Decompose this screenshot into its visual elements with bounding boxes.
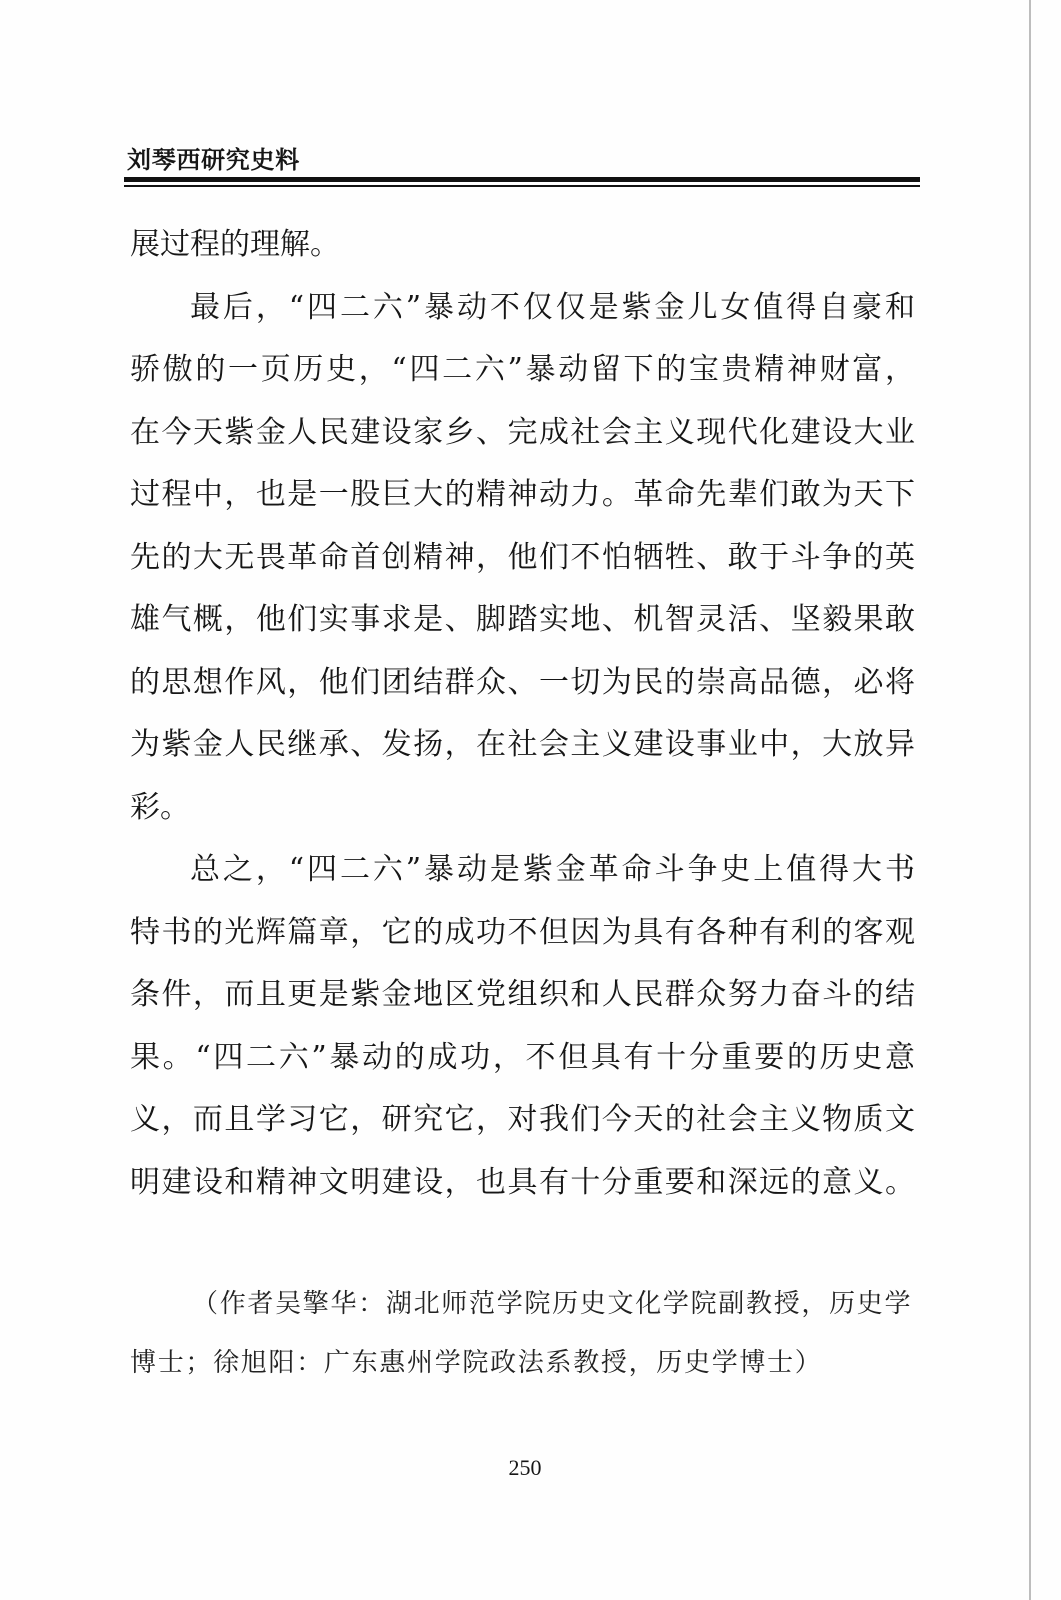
paragraph-finally — [130, 277, 915, 840]
author-note — [130, 1275, 915, 1393]
body-line: 总之，“四二六”暴动是紫金革命斗争史上值得大书 — [190, 852, 915, 887]
paragraph-continuation — [130, 214, 915, 277]
body-line: 在今天紫金人民建设家乡、完成社会主义现代化建设大业 — [130, 414, 915, 450]
author-note-line: （作者吴擎华：湖北师范学院历史文化学院副教授，历史学 — [192, 1289, 913, 1319]
body-line: 彩。 — [130, 789, 190, 825]
running-head-title: 刘琴西研究史料 — [127, 146, 300, 174]
body-line: 展过程的理解。 — [130, 227, 340, 262]
page-number: 250 — [508, 1455, 542, 1480]
body-line: 为紫金人民继承、发扬，在社会主义建设事业中，大放异 — [130, 727, 915, 762]
author-note-line: 博士；徐旭阳：广东惠州学院政法系教授，历史学博士） — [130, 1348, 823, 1378]
body-line: 先的大无畏革命首创精神，他们不怕牺牲、敢于斗争的英 — [130, 539, 915, 575]
header-rule-thick — [124, 177, 920, 182]
body-line: 明建设和精神文明建设，也具有十分重要和深远的意义。 — [130, 1164, 915, 1200]
body-line: 果。“四二六”暴动的成功，不但具有十分重要的历史意 — [130, 1039, 915, 1075]
body-line: 的思想作风，他们团结群众、一切为民的崇高品德，必将 — [130, 664, 915, 700]
body-line: 特书的光辉篇章，它的成功不但因为具有各种有利的客观 — [130, 914, 915, 950]
header-rule-thin — [124, 185, 920, 187]
body-text — [130, 214, 915, 1214]
body-line: 过程中，也是一股巨大的精神动力。革命先辈们敢为天下 — [130, 477, 915, 512]
body-line: 骄傲的一页历史，“四二六”暴动留下的宝贵精神财富， — [130, 352, 915, 387]
body-line: 雄气概，他们实事求是、脚踏实地、机智灵活、坚毅果敢 — [130, 602, 915, 637]
paragraph-conclusion — [130, 839, 915, 1214]
body-line: 最后，“四二六”暴动不仅仅是紫金儿女值得自豪和 — [190, 289, 915, 325]
body-line: 条件，而且更是紫金地区党组织和人民群众努力奋斗的结 — [130, 977, 915, 1012]
page-edge — [1029, 0, 1031, 1600]
body-line: 义，而且学习它，研究它，对我们今天的社会主义物质文 — [130, 1102, 915, 1137]
